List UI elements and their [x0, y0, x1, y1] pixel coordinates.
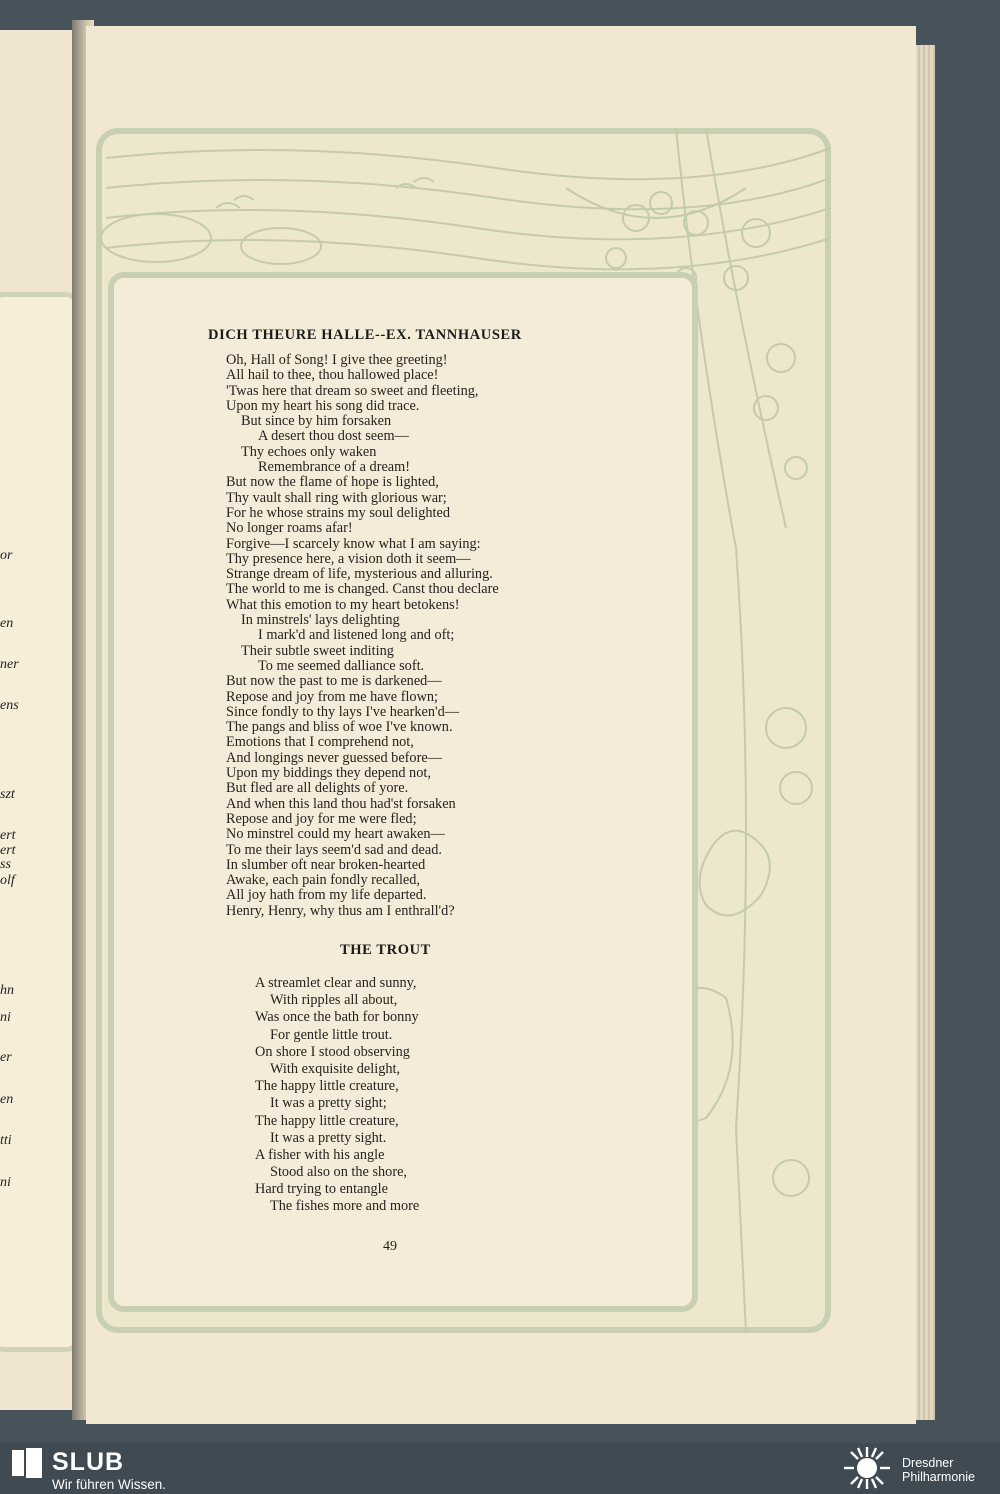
slub-logo-text[interactable]: SLUB — [52, 1448, 125, 1476]
margin-fragment: ss — [0, 857, 11, 872]
poem2-line: A fisher with his angle — [255, 1146, 385, 1163]
poem1-line: Forgive—I scarcely know what I am saying: — [226, 535, 481, 552]
slub-tagline: Wir führen Wissen. — [52, 1477, 167, 1492]
poem1-line: But now the past to me is darkened— — [226, 673, 442, 690]
poem2-line: With ripples all about, — [270, 992, 398, 1009]
poem1-verse — [226, 353, 499, 919]
poem1-line: But fled are all delights of yore. — [226, 780, 409, 797]
poem2-line: The happy little creature, — [255, 1112, 399, 1129]
poem1-line: The world to me is changed. Canst thou declare — [226, 581, 499, 598]
margin-fragment: er — [0, 1050, 12, 1065]
poem1-line: Henry, Henry, why thus am I enthrall'd? — [226, 902, 455, 919]
slub-book-icon[interactable] — [10, 1446, 46, 1480]
poem1-line: In minstrels' lays delighting — [241, 612, 400, 629]
margin-fragment: olf — [0, 873, 15, 888]
poem2-line: A streamlet clear and sunny, — [255, 975, 417, 991]
margin-fragment: szt — [0, 787, 15, 802]
poem1-line: But now the flame of hope is lighted, — [226, 474, 439, 491]
poem1-line: All hail to thee, thou hallowed place! — [226, 367, 439, 384]
poem2-line: The fishes more and more — [270, 1198, 420, 1215]
poem1-line: The pangs and bliss of woe I've known. — [226, 719, 453, 736]
poem1-line: A desert thou dost seem— — [258, 428, 409, 445]
poem2-line: Stood also on the shore, — [270, 1164, 408, 1181]
margin-fragment: or — [0, 548, 13, 563]
poem1-line: Strange dream of life, mysterious and alluring. — [226, 566, 493, 583]
poem1-line: Repose and joy for me were fled; — [226, 810, 417, 827]
poem1-line: Repose and joy from me have flown; — [226, 688, 439, 705]
poem1-line: Thy presence here, a vision doth it seem— — [226, 550, 471, 567]
poem1-line: To me seemed dalliance soft. — [258, 657, 425, 674]
philharmonie-name-line1: Dresdner — [902, 1456, 954, 1470]
margin-fragment: ner — [0, 657, 19, 672]
poem2-line: It was a pretty sight. — [270, 1129, 387, 1146]
poem1-line: And longings never guessed before— — [226, 749, 442, 766]
margin-fragment: ert — [0, 828, 16, 843]
poem1-line: In slumber oft near broken-hearted — [226, 856, 426, 873]
margin-fragment: hn — [0, 983, 14, 998]
poem2-line: The happy little creature, — [255, 1078, 399, 1095]
poem1-title: DICH THEURE HALLE--EX. TANNHAUSER — [208, 327, 522, 343]
poem1-line: Upon my biddings they depend not, — [226, 765, 431, 782]
poem2-line: It was a pretty sight; — [270, 1095, 387, 1112]
poem2-line: Was once the bath for bonny — [255, 1009, 419, 1026]
margin-fragment: en — [0, 616, 14, 631]
poem1-line: No minstrel could my heart awaken— — [226, 826, 445, 843]
poem1-line: Their subtle sweet inditing — [241, 642, 394, 659]
poem1-line: I mark'd and listened long and oft; — [258, 627, 455, 644]
margin-fragment: ens — [0, 698, 19, 713]
poem2-line: With exquisite delight, — [270, 1060, 401, 1077]
poem1-line: No longer roams afar! — [226, 520, 353, 537]
page-number: 49 — [383, 1239, 397, 1254]
margin-fragment: ni — [0, 1010, 11, 1025]
poem1-line: But since by him forsaken — [241, 413, 392, 430]
margin-fragment: en — [0, 1092, 14, 1107]
poem1-line: Emotions that I comprehend not, — [226, 734, 414, 751]
poem1-line: And when this land thou had'st forsaken — [226, 795, 456, 812]
poem1-line: Since fondly to thy lays I've hearken'd— — [226, 703, 460, 720]
poem1-line: Awake, each pain fondly recalled, — [226, 872, 420, 889]
poem2-verse — [255, 975, 419, 1216]
poem1-line: Thy echoes only waken — [241, 443, 377, 460]
poem1-line: 'Twas here that dream so sweet and fleeting, — [226, 382, 479, 399]
philharmonie-sunburst-icon[interactable] — [840, 1445, 894, 1491]
margin-fragment: ert — [0, 843, 16, 858]
margin-fragment: ni — [0, 1175, 11, 1190]
philharmonie-logo-text[interactable] — [902, 1456, 975, 1484]
poem1-line: To me their lays seem'd sad and dead. — [226, 841, 442, 858]
poem1-line: Thy vault shall ring with glorious war; — [226, 489, 447, 506]
poem1-line: For he whose strains my soul delighted — [226, 504, 450, 521]
poem2-line: For gentle little trout. — [270, 1026, 393, 1043]
margin-fragment: tti — [0, 1133, 12, 1148]
poem1-line: Remembrance of a dream! — [258, 459, 411, 476]
poem1-line: All joy hath from my life departed. — [226, 887, 427, 904]
philharmonie-name-line2: Philharmonie — [902, 1470, 975, 1484]
poem2-line: Hard trying to entangle — [255, 1181, 389, 1198]
poem1-line: Oh, Hall of Song! I give thee greeting! — [226, 352, 448, 368]
poem2-line: On shore I stood observing — [255, 1043, 410, 1060]
poem1-line: Upon my heart his song did trace. — [226, 397, 420, 414]
poem1-line: What this emotion to my heart betokens! — [226, 596, 460, 613]
poem2-title: THE TROUT — [340, 942, 431, 958]
left-page-frame — [0, 292, 80, 1352]
